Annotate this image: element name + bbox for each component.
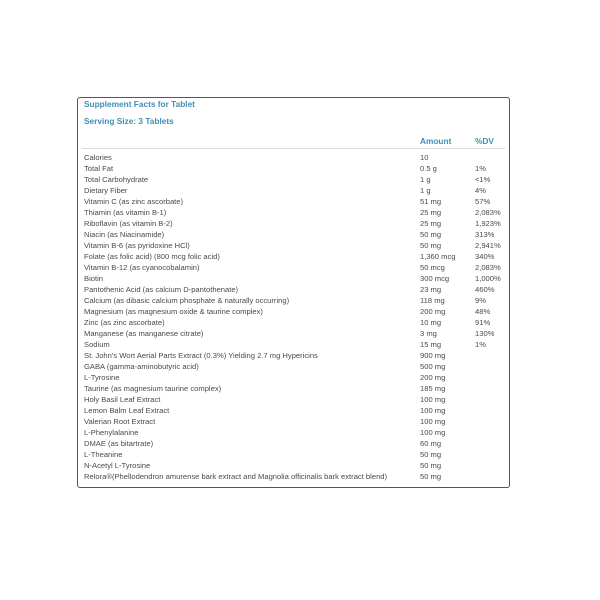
nutrient-amount: 900 mg	[420, 351, 446, 360]
table-row	[78, 428, 509, 439]
table-row	[78, 461, 509, 472]
nutrient-name: Total Fat	[84, 164, 114, 173]
table-row	[78, 307, 509, 318]
nutrient-name: Niacin (as Niacinamide)	[84, 230, 165, 239]
nutrient-dv: 313%	[475, 230, 495, 239]
table-row	[78, 296, 509, 307]
table-row	[78, 153, 509, 164]
table-row	[78, 164, 509, 175]
nutrient-name: Vitamin C (as zinc ascorbate)	[84, 197, 184, 206]
nutrient-dv: 4%	[475, 186, 486, 195]
nutrient-amount: 100 mg	[420, 417, 446, 426]
table-row	[78, 285, 509, 296]
nutrient-dv: 2,941%	[475, 241, 501, 250]
header-divider	[82, 148, 505, 149]
nutrient-name: N-Acetyl L-Tyrosine	[84, 461, 151, 470]
nutrient-name: St. John's Wort Aerial Parts Extract (0.3%) Yielding 2.7 mg Hypericins	[84, 351, 318, 360]
table-row	[78, 351, 509, 362]
table-row	[78, 472, 509, 483]
nutrient-name: Total Carbohydrate	[84, 175, 149, 184]
nutrient-amount: 3 mg	[420, 329, 437, 338]
nutrient-name: Sodium	[84, 340, 110, 349]
nutrient-name: Relora®(Phellodendron amurense bark extract and Magnolia officinalis bark extract blend)	[84, 472, 388, 481]
nutrient-name: DMAE (as bitartrate)	[84, 439, 154, 448]
nutrient-name: Taurine (as magnesium taurine complex)	[84, 384, 222, 393]
nutrient-dv: 48%	[475, 307, 491, 316]
nutrient-name: Folate (as folic acid) (800 mcg folic acid)	[84, 252, 220, 261]
table-row	[78, 175, 509, 186]
nutrient-amount: 23 mg	[420, 285, 442, 294]
table-row	[78, 450, 509, 461]
table-row	[78, 208, 509, 219]
nutrient-amount: 60 mg	[420, 439, 442, 448]
nutrient-dv: 2,083%	[475, 208, 501, 217]
nutrient-amount: 25 mg	[420, 208, 442, 217]
nutrient-name: L-Phenylalanine	[84, 428, 139, 437]
nutrient-amount: 51 mg	[420, 197, 442, 206]
nutrient-amount: 15 mg	[420, 340, 442, 349]
nutrient-name: Vitamin B-6 (as pyridoxine HCl)	[84, 241, 190, 250]
nutrient-dv: 1%	[475, 340, 486, 349]
nutrient-amount: 50 mg	[420, 241, 442, 250]
nutrient-amount: 50 mg	[420, 450, 442, 459]
nutrient-name: Calories	[84, 153, 112, 162]
table-row	[78, 318, 509, 329]
nutrient-amount: 1 g	[420, 175, 431, 184]
table-row	[78, 329, 509, 340]
nutrient-amount: 118 mg	[420, 296, 445, 305]
table-row	[78, 406, 509, 417]
table-row	[78, 274, 509, 285]
nutrient-amount: 300 mcg	[420, 274, 450, 283]
supplement-facts-panel	[77, 97, 510, 488]
nutrient-dv: 340%	[475, 252, 495, 261]
nutrient-amount: 50 mg	[420, 230, 442, 239]
nutrient-name: Vitamin B-12 (as cyanocobalamin)	[84, 263, 200, 272]
nutrient-amount: 0.5 g	[420, 164, 437, 173]
table-row	[78, 340, 509, 351]
table-row	[78, 373, 509, 384]
dv-column-header: %DV	[475, 136, 494, 146]
table-row	[78, 219, 509, 230]
nutrient-name: Riboflavin (as vitamin B-2)	[84, 219, 173, 228]
nutrient-dv: 460%	[475, 285, 495, 294]
nutrient-amount: 185 mg	[420, 384, 446, 393]
nutrient-amount: 10 mg	[420, 318, 442, 327]
serving-size: Serving Size: 3 Tablets	[84, 116, 174, 126]
table-row	[78, 439, 509, 450]
nutrient-name: L-Tyrosine	[84, 373, 120, 382]
nutrient-dv: 91%	[475, 318, 491, 327]
nutrient-amount: 10	[420, 153, 429, 162]
nutrient-dv: <1%	[475, 175, 491, 184]
amount-column-header: Amount	[420, 136, 452, 146]
nutrient-amount: 1 g	[420, 186, 431, 195]
nutrient-name: L-Theanine	[84, 450, 123, 459]
table-row	[78, 241, 509, 252]
nutrient-amount: 50 mcg	[420, 263, 445, 272]
table-row	[78, 384, 509, 395]
nutrient-name: Biotin	[84, 274, 103, 283]
table-row	[78, 263, 509, 274]
nutrient-amount: 200 mg	[420, 307, 446, 316]
nutrient-dv: 57%	[475, 197, 491, 206]
nutrient-dv: 1,000%	[475, 274, 501, 283]
nutrient-amount: 500 mg	[420, 362, 446, 371]
nutrient-amount: 25 mg	[420, 219, 442, 228]
nutrient-amount: 100 mg	[420, 406, 446, 415]
nutrient-dv: 1,923%	[475, 219, 501, 228]
nutrient-name: Magnesium (as magnesium oxide & taurine complex)	[84, 307, 263, 316]
nutrient-name: Pantothenic Acid (as calcium D-pantothenate)	[84, 285, 239, 294]
nutrient-name: Thiamin (as vitamin B-1)	[84, 208, 167, 217]
nutrient-name: Dietary Fiber	[84, 186, 128, 195]
table-row	[78, 186, 509, 197]
table-row	[78, 417, 509, 428]
nutrient-dv: 2,083%	[475, 263, 501, 272]
table-row	[78, 252, 509, 263]
nutrient-name: Calcium (as dibasic calcium phosphate & naturally occurring)	[84, 296, 290, 305]
nutrient-name: Holy Basil Leaf Extract	[84, 395, 161, 404]
nutrient-name: GABA (gamma-aminobutyric acid)	[84, 362, 199, 371]
nutrient-name: Zinc (as zinc ascorbate)	[84, 318, 165, 327]
nutrient-dv: 1%	[475, 164, 486, 173]
table-row	[78, 197, 509, 208]
nutrient-dv: 130%	[475, 329, 495, 338]
nutrient-dv: 9%	[475, 296, 486, 305]
nutrient-amount: 50 mg	[420, 472, 442, 481]
nutrient-amount: 1,360 mcg	[420, 252, 456, 261]
nutrient-amount: 100 mg	[420, 395, 446, 404]
table-row	[78, 362, 509, 373]
nutrient-name: Valerian Root Extract	[84, 417, 156, 426]
nutrient-name: Lemon Balm Leaf Extract	[84, 406, 170, 415]
nutrient-amount: 50 mg	[420, 461, 442, 470]
nutrient-amount: 100 mg	[420, 428, 446, 437]
nutrient-table	[78, 153, 509, 483]
nutrient-amount: 200 mg	[420, 373, 446, 382]
table-row	[78, 395, 509, 406]
panel-title: Supplement Facts for Tablet	[84, 99, 195, 109]
nutrient-name: Manganese (as manganese citrate)	[84, 329, 204, 338]
table-row	[78, 230, 509, 241]
